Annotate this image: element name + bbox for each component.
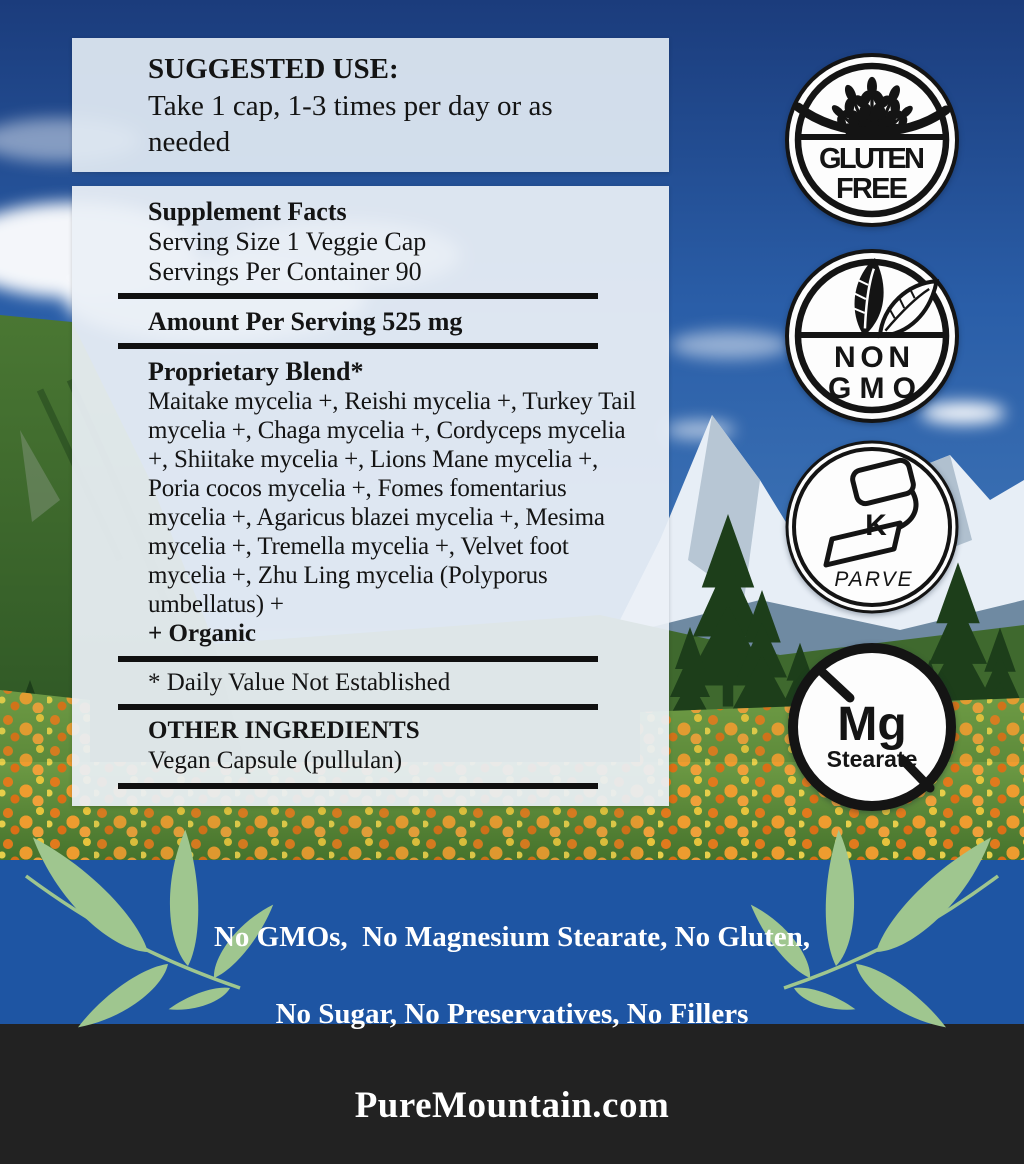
no-mg-stearate-badge	[784, 639, 960, 815]
suggested-use-box	[72, 38, 669, 172]
blend-organic-note: + Organic	[148, 620, 256, 647]
mg-label: Mg	[837, 698, 907, 751]
non-gmo-badge	[784, 248, 960, 424]
divider	[118, 343, 598, 349]
banner-claims-line1: No GMOs, No Magnesium Stearate, No Gluten,	[213, 921, 811, 953]
kosher-k-letter: K	[865, 509, 887, 542]
gluten-free-badge	[784, 52, 960, 228]
supplement-facts-panel	[72, 186, 669, 806]
suggested-use-title: SUGGESTED USE:	[148, 53, 399, 85]
serving-size: Serving Size 1 Veggie Cap	[148, 227, 427, 256]
non-gmo-label-line2: GMO	[828, 372, 916, 405]
divider	[118, 704, 598, 710]
gluten-free-label-line1: GLUTEN	[819, 143, 925, 175]
amount-per-serving: Amount Per Serving 525 mg	[148, 307, 463, 336]
banner-text	[0, 860, 1024, 1126]
divider	[118, 293, 598, 299]
suggested-use-directions: Take 1 cap, 1-3 times per day or as needed	[148, 90, 553, 158]
kosher-parve-badge	[784, 439, 960, 615]
other-ingredients-title: OTHER INGREDIENTS	[148, 717, 420, 744]
parve-label: PARVE	[834, 568, 914, 591]
gluten-free-label-line2: FREE	[836, 173, 908, 205]
daily-value-footnote: * Daily Value Not Established	[148, 669, 451, 696]
stearate-label: Stearate	[826, 746, 918, 772]
divider	[118, 783, 598, 789]
proprietary-blend-title: Proprietary Blend*	[148, 357, 364, 386]
other-ingredients-value: Vegan Capsule (pullulan)	[148, 747, 403, 774]
banner-claims-line2: No Sugar, No Preservatives, No Fillers	[275, 998, 749, 1030]
bottom-banner	[0, 860, 1024, 1126]
supplement-facts-title: Supplement Facts	[148, 197, 347, 226]
divider	[118, 656, 598, 662]
website-url: PureMountain.com	[354, 1085, 670, 1126]
blend-ingredients: Maitake mycelia +, Reishi mycelia +, Turkey Tail mycelia +, Chaga mycelia +, Cordyceps mycelia +, Shiitake mycelia +, Lions Mane mycelia +, Poria cocos mycelia +, Fomes fomentarius mycelia +, Agaricus blazei mycelia +, Mesima mycelia +, Tremella mycelia +, Velvet foot mycelia +, Zhu Ling mycelia (Polyporus umbellatus) +	[148, 388, 636, 618]
non-gmo-label-line1: NON	[834, 341, 910, 374]
servings-per-container: Servings Per Container 90	[148, 257, 422, 286]
